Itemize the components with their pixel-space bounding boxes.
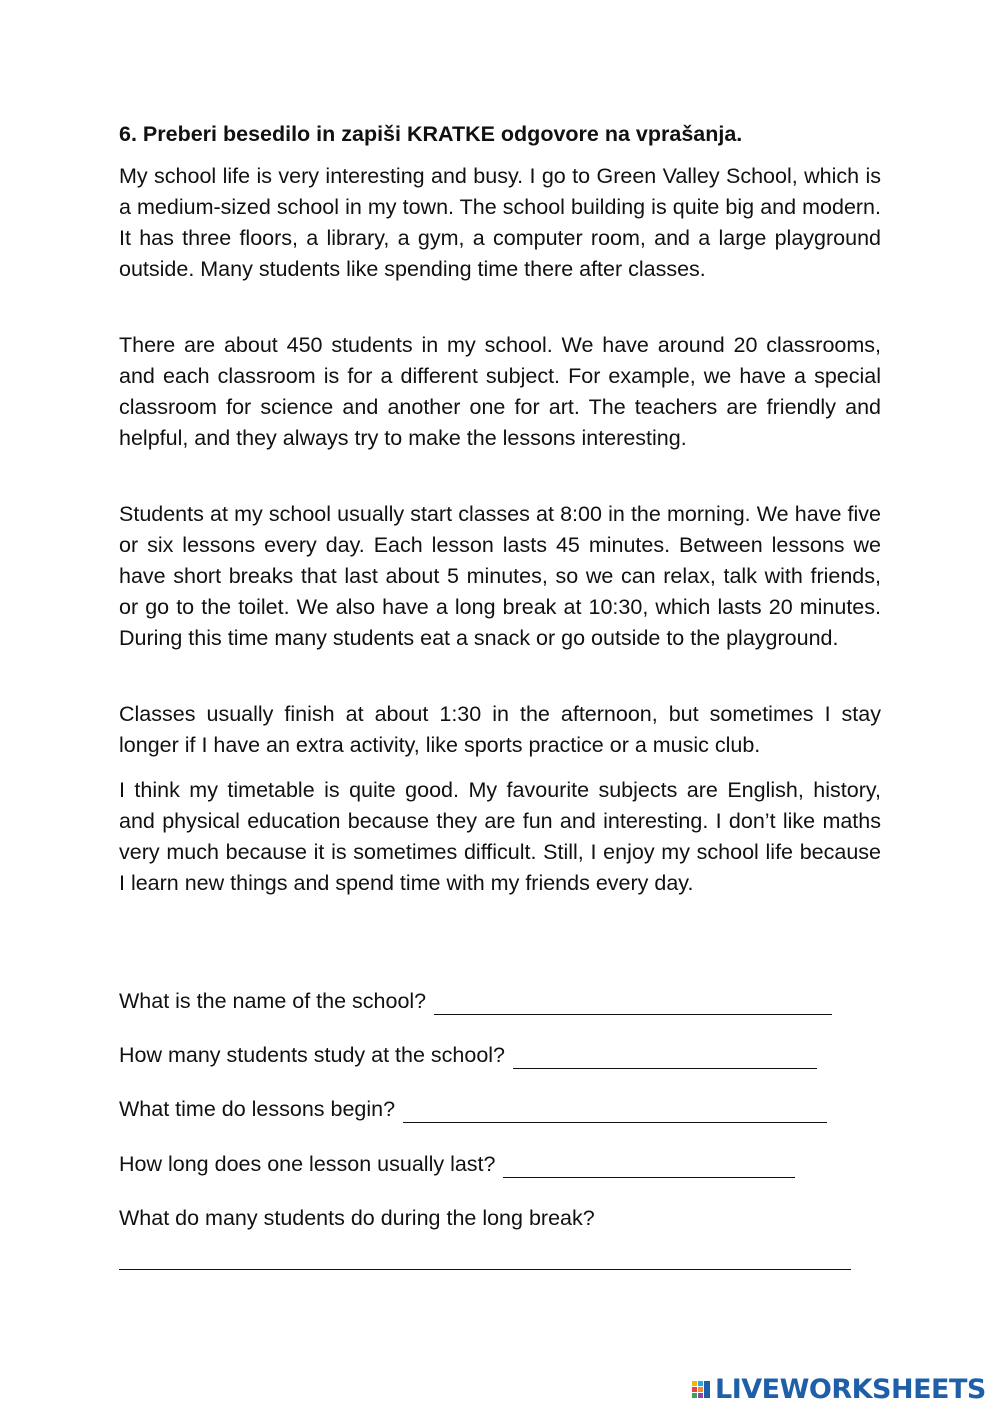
liveworksheets-logo (692, 1376, 986, 1404)
reading-paragraph-1: My school life is very interesting and busy. I go to Green Valley School, which is a medium-sized school in my town. The school building is quite big and modern. It has three floors, a library, a gym, a computer room, and a large playground outside. Many students like spending time there after classes. (119, 164, 881, 281)
answer-blank-1[interactable] (434, 992, 832, 1015)
question-2 (119, 1041, 817, 1069)
question-4 (119, 1150, 795, 1178)
question-3 (119, 1095, 827, 1123)
answer-blank-5[interactable] (119, 1268, 851, 1270)
reading-paragraph-5: I think my timetable is quite good. My favourite subjects are English, history, and physical education because they are fun and interesting. I don’t like maths very much because it is sometimes difficult. Still, I enjoy my school life because I learn new things and spend time with my friends every day. (119, 778, 881, 895)
liveworksheets-logo-text: LIVEWORKSHEETS (715, 1374, 986, 1405)
liveworksheets-logo-icon (692, 1379, 712, 1401)
answer-blank-4[interactable] (503, 1155, 795, 1178)
reading-paragraph-2: There are about 450 students in my school. We have around 20 classrooms, and each classroom is for a different subject. For example, we have a special classroom for science and another one for art. The teachers are friendly and helpful, and they always try to make the lessons interesting. (119, 333, 881, 450)
answer-blank-3[interactable] (403, 1100, 827, 1123)
question-3-text: What time do lessons begin? (119, 1097, 396, 1121)
exercise-title: 6. Preberi besedilo in zapiši KRATKE odgovore na vprašanja. (119, 122, 743, 146)
question-1-text: What is the name of the school? (119, 989, 427, 1013)
question-5 (119, 1204, 595, 1232)
reading-paragraph-4: Classes usually finish at about 1:30 in the afternoon, but sometimes I stay longer if I have an extra activity, like sports practice or a music club. (119, 702, 881, 757)
question-5-text: What do many students do during the long break? (119, 1206, 595, 1230)
question-1 (119, 987, 832, 1015)
reading-paragraph-3: Students at my school usually start classes at 8:00 in the morning. We have five or six lessons every day. Each lesson lasts 45 minutes. Between lessons we have short breaks that last about 5 minutes, so we can relax, talk with friends, or go to the toilet. We also have a long break at 10:30, which lasts 20 minutes. During this time many students eat a snack or go outside to the playground. (119, 502, 881, 650)
question-2-text: How many students study at the school? (119, 1043, 506, 1067)
answer-blank-2[interactable] (513, 1046, 817, 1069)
question-4-text: How long does one lesson usually last? (119, 1152, 496, 1176)
